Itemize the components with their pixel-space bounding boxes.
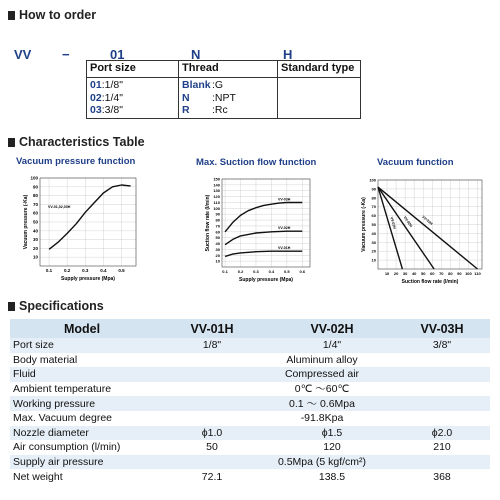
x-tick-label: 0.3 [253,269,259,274]
section-marker-icon [8,11,15,20]
code-part-series: VV [14,47,32,62]
y-tick-label: 20 [32,245,38,251]
y-tick-label: 80 [371,195,376,201]
chart2-title: Max. Suction flow function [196,157,317,168]
thread-option: Blank:G [182,79,224,91]
series-line [225,203,302,232]
specifications-table [10,319,490,484]
y-axis-label: Suction flow rate (l/min) [205,194,211,252]
spec-value: 1/4" [270,338,394,353]
thread-options [179,78,278,119]
y-tick-label: 50 [32,219,38,225]
spec-label: Air consumption (l/min) [13,441,121,454]
plot-area [205,177,310,284]
series-line [378,187,402,269]
y-tick-label: 40 [32,228,38,234]
x-tick-label: 60 [430,271,435,276]
x-axis-label: Suction flow rate (l/min) [401,279,459,285]
x-tick-label: 0.4 [100,268,107,273]
series-label: VV-03H [278,197,291,202]
spec-value: 120 [323,441,341,454]
spec-header-vv02h: VV-02H [270,319,394,338]
y-tick-label: 10 [32,254,38,260]
spec-header-model: Model [10,319,154,338]
spec-value: 0.5Mpa (5 kgf/cm²) [154,455,490,470]
spec-label: Body material [13,353,78,366]
x-tick-label: 80 [448,271,453,276]
spec-header-row [10,319,490,338]
series-label: VV-01H [389,216,397,230]
y-tick-label: 60 [215,229,220,235]
chart1-title: Vacuum pressure function [16,156,136,167]
y-tick-label: 80 [215,217,220,223]
y-tick-label: 90 [32,184,38,190]
x-tick-label: 110 [474,271,481,276]
header-thread: Thread [179,61,278,78]
spec-header-vv03h: VV-03H [394,319,490,338]
series-label: VV-01H [278,246,291,251]
y-tick-label: 40 [371,230,376,236]
x-tick-label: 0.6 [299,269,306,274]
y-tick-label: 30 [215,246,220,252]
spec-value: 0.1 ～ 0.6Mpa [154,396,490,411]
spec-row [10,426,490,441]
spec-label: Net weight [13,470,63,483]
y-tick-label: 70 [371,204,376,210]
thread-option: N :NPT [182,91,236,104]
spec-header-vv01h: VV-01H [154,319,270,338]
y-tick-label: 80 [32,193,38,199]
spec-row [10,411,490,426]
x-tick-label: 90 [457,271,462,276]
x-tick-label: 0.5 [284,269,290,274]
y-tick-label: 10 [215,258,220,264]
section-marker-icon [8,138,15,147]
spec-value: Aluminum alloy [286,353,358,366]
y-tick-label: 30 [32,237,38,243]
y-tick-label: 40 [215,241,220,247]
section-marker-icon [8,302,15,311]
code-part-type: H [283,47,293,62]
y-tick-label: 20 [215,252,220,258]
x-tick-label: 0.2 [237,269,244,274]
plot-area [23,176,136,283]
spec-row [10,338,490,353]
y-axis-label: Vacuum pressure (-Ka) [361,197,367,252]
spec-label: Max. Vacuum degree [13,412,113,425]
y-tick-label: 130 [213,188,220,194]
series-line [225,231,302,245]
x-tick-label: 100 [465,271,472,276]
spec-label: Working pressure [10,396,154,411]
standard-type-options [278,78,361,119]
y-tick-label: 70 [215,223,220,229]
x-tick-label: 40 [411,271,417,276]
spec-value: 368 [433,470,451,483]
series-label: VV-02H [402,215,414,229]
y-tick-label: 60 [32,210,38,216]
spec-value: Compressed air [154,367,490,382]
series-label: VV-03H [421,214,434,226]
chart-vacuum-pressure [14,168,144,292]
y-tick-label: 20 [371,248,376,254]
x-tick-label: 0.4 [268,269,275,274]
port-size-options [87,78,179,119]
y-tick-label: 150 [213,176,220,182]
y-tick-label: 140 [213,182,220,188]
x-axis-label: Supply pressure (Mpa) [61,276,115,282]
x-tick-label: 70 [439,271,444,276]
chart3-title: Vacuum function [377,157,454,168]
x-tick-label: 50 [420,271,426,276]
spec-label: Fluid [10,367,154,382]
spec-row [10,382,490,397]
chart-vacuum-function [352,170,490,292]
spec-row [10,440,490,455]
x-tick-label: 0.5 [118,268,125,273]
x-tick-label: 30 [402,271,408,276]
spec-value: ϕ2.0 [394,426,490,441]
y-tick-label: 110 [213,199,220,205]
port-option: 01:1/8" [90,79,123,91]
spec-value: 72.1 [201,470,223,483]
how-to-order-heading: How to order [8,8,96,22]
spec-value: ϕ1.0 [154,426,270,441]
y-tick-label: 60 [371,213,376,219]
x-tick-label: 10 [384,271,390,276]
series-label: VV-01,02,03H [48,205,71,209]
y-tick-label: 30 [371,239,376,245]
x-tick-label: 0.1 [222,269,228,274]
code-part-port: 01 [110,47,125,62]
y-tick-label: 10 [371,257,376,263]
spec-label: Port size [10,338,154,353]
plot-area [361,178,482,286]
spec-value: 1/8" [154,338,270,353]
spec-label: Nozzle diameter [10,426,154,441]
port-option: 02:1/4" [90,91,123,104]
y-tick-label: 100 [30,175,38,181]
spec-row [10,367,490,382]
spec-value: 3/8" [394,338,490,353]
spec-value: -91.8Kpa [300,412,344,425]
series-line [378,187,434,269]
spec-label: Ambient temperature [13,383,112,396]
x-tick-label: 0.2 [64,268,71,273]
y-tick-label: 50 [215,235,220,241]
spec-row [10,469,490,484]
x-axis-label: Supply pressure (Mpa) [239,277,293,283]
y-tick-label: 50 [371,222,376,227]
thread-option: R :Rc [182,104,228,116]
series-line [225,251,302,256]
y-tick-label: 90 [215,211,220,217]
x-tick-label: 20 [393,271,399,276]
y-axis-label: Vacuum pressure (-Ka) [23,194,29,250]
y-tick-label: 90 [371,186,376,192]
x-tick-label: 0.3 [82,268,89,273]
series-label: VV-02H [278,226,291,231]
spec-value: 50 [206,441,218,454]
x-tick-label: 0.1 [45,268,53,273]
spec-row [10,353,490,368]
spec-row [10,396,490,411]
spec-row [10,455,490,470]
specifications-heading: Specifications [8,299,104,313]
code-dash: − [62,47,70,62]
y-tick-label: 100 [369,177,376,183]
order-code-table [86,60,361,119]
port-option: 03:3/8" [90,104,123,116]
code-part-thread: N [191,47,201,62]
spec-value: ϕ1.5 [270,426,394,441]
y-tick-label: 120 [213,194,220,200]
spec-label: Supply air pressure [10,455,154,470]
header-port-size: Port size [87,61,179,78]
spec-value: 210 [433,441,451,454]
y-tick-label: 100 [213,205,220,211]
chart-max-suction-flow [192,171,318,292]
y-tick-label: 70 [32,201,38,207]
spec-value: 138.5 [318,470,346,483]
spec-value: 0℃ ～60℃ [294,383,350,396]
header-standard-type: Standard type [278,61,361,78]
characteristics-heading: Characteristics Table [8,135,145,149]
